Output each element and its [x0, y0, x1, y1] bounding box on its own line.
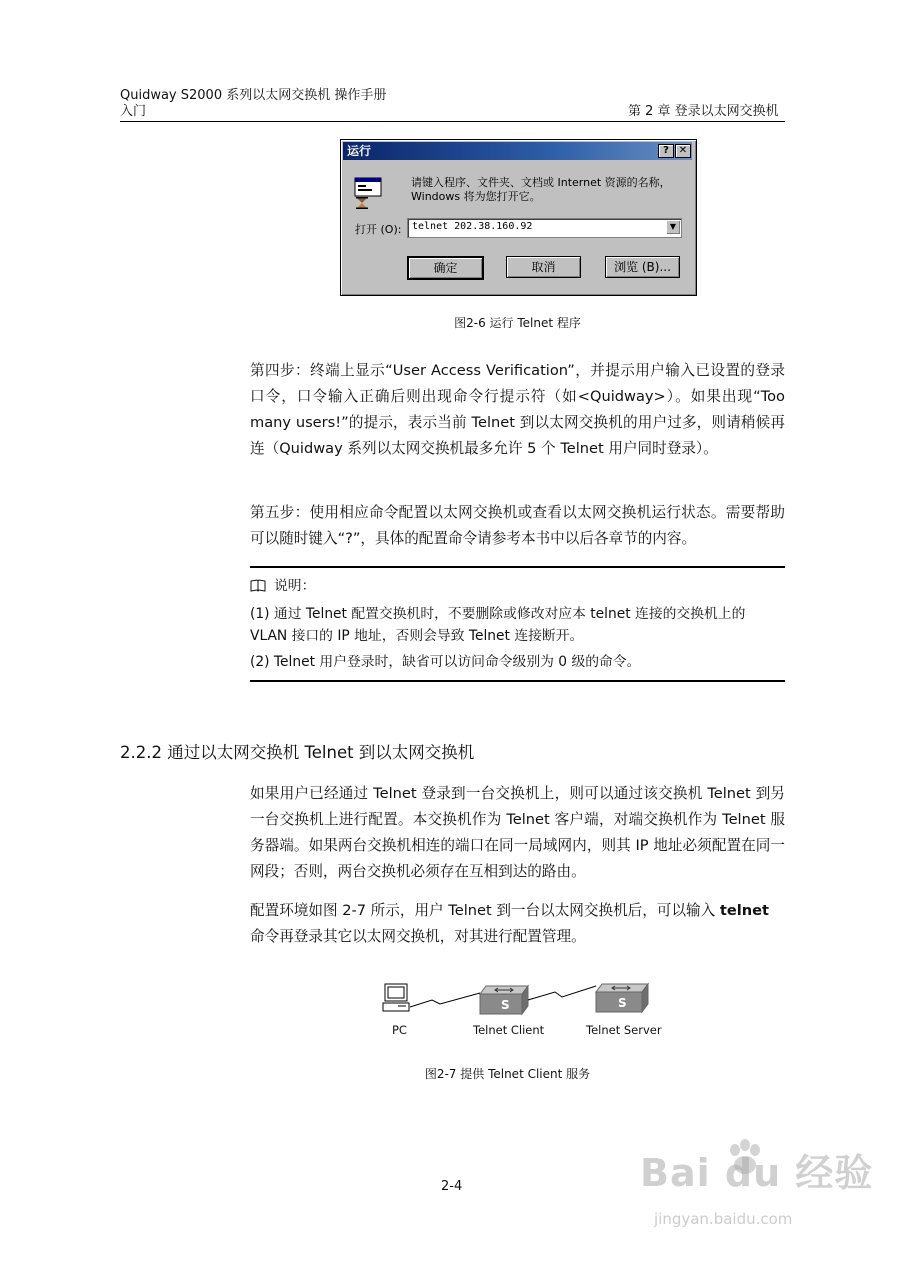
- cancel-button[interactable]: 取消: [506, 256, 581, 278]
- help-button[interactable]: ?: [658, 144, 674, 158]
- ok-button[interactable]: 确定: [407, 256, 484, 280]
- page-number: 2-4: [441, 1179, 463, 1194]
- section-paragraph-2: [250, 898, 785, 950]
- open-label: 打开 (O):: [355, 223, 402, 236]
- watermark-brand: Bai du 经验: [640, 1151, 874, 1195]
- paragraph-step5: 第五步：使用相应命令配置以太网交换机或查看以太网交换机运行状态。需要帮助可以随时键入“?”，具体的配置命令请参考本书中以后各章节的内容。: [250, 504, 785, 547]
- header-doc-title: Quidway S2000 系列以太网交换机 操作手册: [120, 88, 387, 103]
- open-combobox[interactable]: [407, 218, 682, 238]
- switch-client-icon: [480, 986, 528, 1014]
- figure-caption-2: 图2-7 提供 Telnet Client 服务: [424, 1067, 591, 1081]
- note-item-2: (2) Telnet 用户登录时，缺省可以访问命令级别为 0 级的命令。: [250, 654, 641, 670]
- switch-server-icon: [596, 984, 648, 1012]
- para2-text: 配置环境如图 2-7 所示，用户 Telnet 到一台以太网交换机后，可以输入: [250, 902, 720, 919]
- section-heading: 2.2.2 通过以太网交换机 Telnet 到以太网交换机: [120, 743, 475, 762]
- paragraph-step4: 第四步：终端上显示“User Access Verification”，并提示用户输入已设置的登录口令，口令输入正确后则出现命令行提示符（如<Quidway>）。如果出现“Too many users!”的提示，表示当前 Telnet 到以太网交换机的用户过多，则请稍候再连（Quidway 系列以太网交换机最多允许 5 个 Telnet 用户同时登录）。: [250, 362, 785, 457]
- run-dialog-message: 请键入程序、文件夹、文档或 Internet 资源的名称，Windows 将为您打开它。: [411, 176, 671, 203]
- note-title: 说明：: [274, 578, 316, 594]
- switch-letter: S: [618, 996, 627, 1010]
- pc-icon: [383, 984, 409, 1011]
- dropdown-arrow-icon[interactable]: ▼: [666, 220, 680, 234]
- note-item-1: (1) 通过 Telnet 配置交换机时，不要删除或修改对应本 telnet 连接的交换机上的 VLAN 接口的 IP 地址，否则会导致 Telnet 连接断开。: [250, 606, 746, 644]
- browse-button[interactable]: 浏览 (B)...: [605, 256, 680, 278]
- header-rule: [120, 121, 785, 122]
- telnet-server-label: Telnet Server: [586, 1023, 662, 1037]
- telnet-client-label: Telnet Client: [473, 1023, 545, 1037]
- switch-letter: S: [501, 998, 510, 1012]
- figure-caption: 图2-6 运行 Telnet 程序: [454, 316, 581, 330]
- close-button[interactable]: ✕: [675, 144, 691, 158]
- run-dialog-titlebar: [343, 142, 692, 160]
- watermark-url: jingyan.baidu.com: [654, 1210, 793, 1228]
- run-dialog-title: 运行: [347, 144, 372, 158]
- section-paragraph-1: 如果用户已经通过 Telnet 登录到一台交换机上，则可以通过该交换机 Telnet 到另一台交换机上进行配置。本交换机作为 Telnet 客户端，对端交换机作为 Telnet 服务器端。如果两台交换机相连的端口在同一局域网内，则其 IP 地址必须配置在同一网段；否则，两台交换机必须存在互相到达的路由。: [250, 785, 785, 880]
- book-icon: [250, 579, 266, 592]
- telnet-command: telnet: [719, 902, 770, 919]
- para2-text-end: 命令再登录其它以太网交换机，对其进行配置管理。: [250, 928, 586, 945]
- note-header: [250, 575, 785, 597]
- note-bottom-rule: [250, 680, 785, 682]
- pc-label: PC: [392, 1023, 407, 1037]
- run-program-icon: [353, 176, 383, 210]
- run-dialog: [340, 139, 697, 296]
- header-chapter: 第 2 章 登录以太网交换机: [628, 104, 779, 119]
- note-top-rule: [250, 566, 785, 568]
- open-input-value[interactable]: telnet 202.38.160.92: [412, 221, 533, 232]
- header-section: 入门: [120, 104, 147, 119]
